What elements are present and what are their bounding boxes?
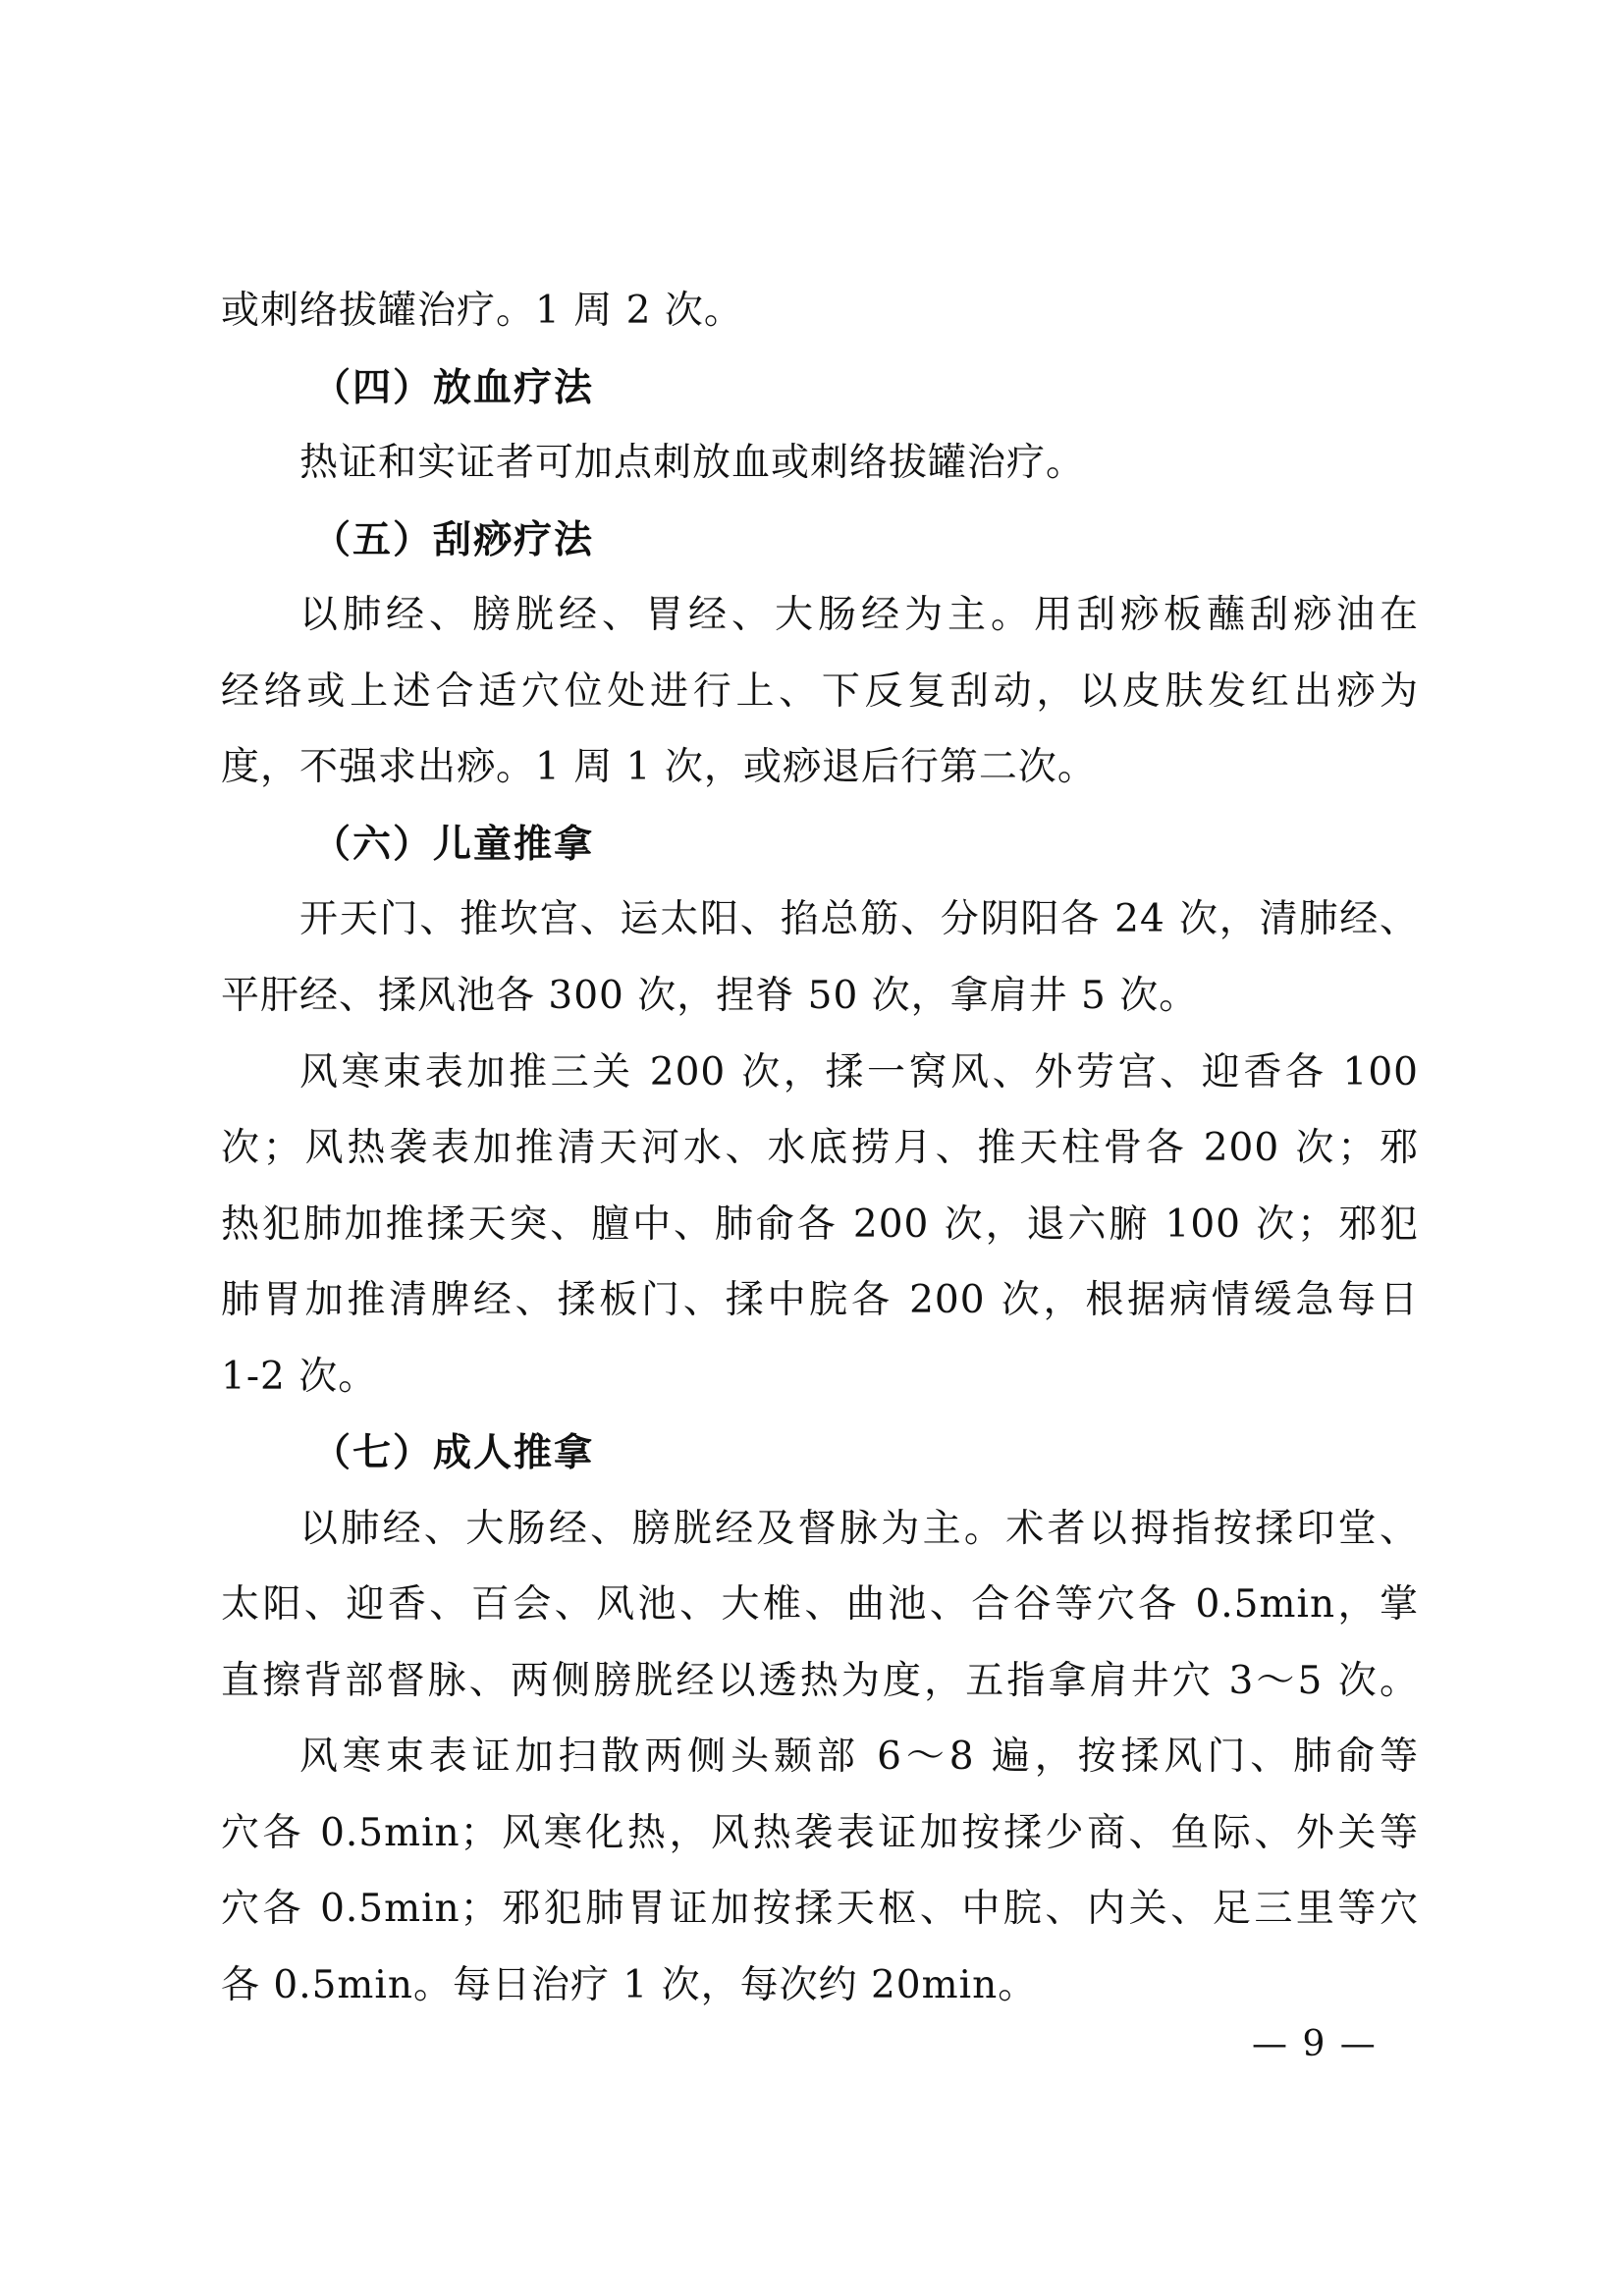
text-line: 以肺经、膀胱经、胃经、大肠经为主。用刮痧板蘸刮痧油在 [299,593,1419,637]
text-line: 经络或上述合适穴位处进行上、下反复刮动，以皮肤发红出痧为 [221,669,1419,714]
text-line: 以肺经、大肠经、膀胱经及督脉为主。术者以拇指按揉印堂、 [299,1507,1419,1551]
text-line: 平肝经、揉风池各 300 次，捏脊 50 次，拿肩井 5 次。 [221,974,1199,1018]
text-line: 开天门、推坎宫、运太阳、掐总筋、分阴阳各 24 次，清肺经、 [299,897,1419,941]
text-line: 热犯肺加推揉天突、膻中、肺俞各 200 次，退六腑 100 次；邪犯 [221,1202,1419,1247]
page-number: — 9 — [1252,2024,1378,2064]
text-line: 太阳、迎香、百会、风池、大椎、曲池、合谷等穴各 0.5min，掌 [221,1582,1419,1627]
text-line: 肺胃加推清脾经、揉板门、揉中脘各 200 次，根据病情缓急每日 [221,1278,1419,1322]
text-line: 度，不强求出痧。1 周 1 次，或痧退后行第二次。 [221,745,1097,789]
section-heading: （六）儿童推拿 [312,822,595,867]
text-line: 风寒束表加推三关 200 次，揉一窝风、外劳宫、迎香各 100 [299,1050,1419,1095]
section-heading: （四）放血疗法 [312,365,595,410]
text-line: 风寒束表证加扫散两侧头颞部 6～8 遍，按揉风门、肺俞等 [299,1735,1419,1779]
section-heading: （五）刮痧疗法 [312,517,595,562]
text-line: 热证和实证者可加点刺放血或刺络拔罐治疗。 [299,441,1086,485]
text-line: 直擦背部督脉、两侧膀胱经以透热为度，五指拿肩井穴 3～5 次。 [221,1659,1419,1703]
text-line: 各 0.5min。每日治疗 1 次，每次约 20min。 [221,1963,1038,2007]
text-line: 穴各 0.5min；邪犯肺胃证加按揉天枢、中脘、内关、足三里等穴 [221,1887,1419,1931]
text-line: 次；风热袭表加推清天河水、水底捞月、推天柱骨各 200 次；邪 [221,1126,1419,1170]
text-line: 穴各 0.5min；风寒化热，风热袭表证加按揉少商、鱼际、外关等 [221,1811,1419,1855]
text-line: 1-2 次。 [221,1355,378,1399]
section-heading: （七）成人推拿 [312,1430,595,1475]
text-line: 或刺络拔罐治疗。1 周 2 次。 [221,289,743,333]
